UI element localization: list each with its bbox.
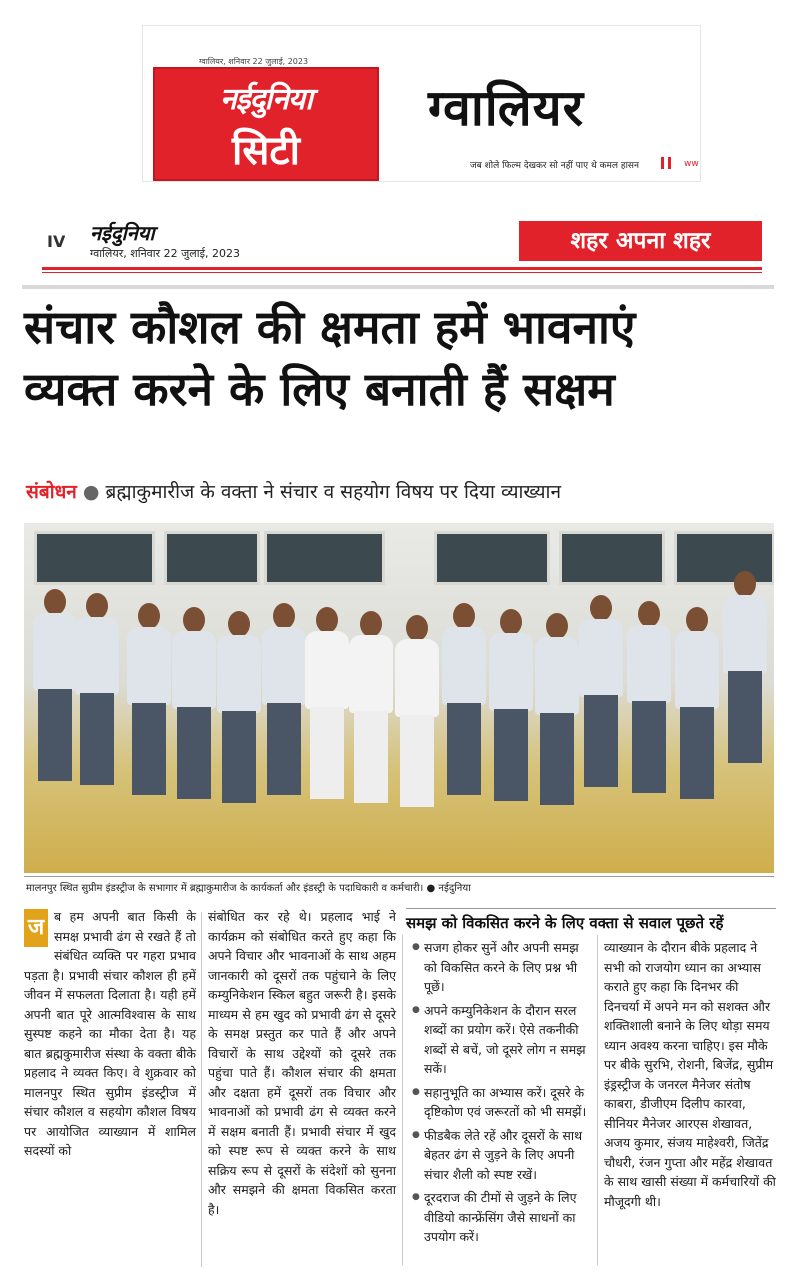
photo-person [346,611,396,781]
photo-person [624,601,674,801]
tips-list [412,938,592,1251]
page-header-brand: नईदुनिया [90,221,155,245]
photo-window [264,531,385,585]
page-number: IV [47,232,66,251]
photo-person [392,615,442,785]
photo-window [34,531,155,585]
photo-window [434,531,550,585]
photo-person [124,603,174,793]
column-rule [597,935,598,1265]
deck [26,478,776,504]
caption-rule [24,876,774,877]
logo-edition-text: सिटी [232,128,300,174]
tip-item: ● दूरदराज की टीमों से जुड़ने के लिए वीडियो कान्फ्रेंसिंग जैसे साधनों का उपयोग करें। [412,1188,592,1247]
header-rule [42,267,762,270]
photo-person [302,607,352,777]
photo-person [672,607,722,807]
group-photo [24,523,774,873]
subhead-rule [406,908,776,909]
deck-bullet: ● [82,481,100,503]
photo-caption: मालनपुर स्थित सुप्रीम इंडस्ट्रीज के सभागार में ब्रह्माकुमारीज के कार्यकर्ता और इंडस्ट्री के पदाधिकारी व कर्मचारी। ● नईदुनिया [26,883,471,894]
column-rule [201,912,202,1267]
masthead-clipping [143,26,700,181]
newspaper-logo [153,67,379,181]
headline [24,296,776,420]
header-rule-thin [42,272,762,273]
drop-cap: ज [24,909,48,947]
page-header-date: ग्वालियर, शनिवार 22 जुलाई, 2023 [90,247,240,260]
page-header [22,215,774,271]
headline-line-2: व्यक्त करने के लिए बनाती हैं सक्षम [24,362,615,416]
article-body-text: व्याख्यान के दौरान बीके प्रहलाद ने सभी को राजयोग ध्यान का अभ्यास कराते हुए कहा कि दिनभर की दिनचर्या में अपने मन को सशक्त और शक्तिशाली बनाने के लिए थोड़ा समय ध्यान अवश्य करना चाहिए। इस मौके पर बीके सुरभि, रोशनी, बिजेंद्र, सुप्रीम इंड्रस्ट्रीज के जनरल मैनेजर संतोष काबरा, डीजीएम दिलीप कारवा, सीनियर मैनेजर आरएस शेखावत, अजय कुमार, संजय माहेश्वरी, जितेंद्र चौधरी, रंजन गुप्ता और महेंद्र शेखावत के साथ खासी संख्या में कर्मचारियों की मौजूदगी थी। [604,940,776,1209]
headline-line-1: संचार कौशल की क्षमता हमें भावनाएं [24,300,636,354]
deck-label: संबोधन [26,481,77,503]
column-rule [402,935,403,1265]
tip-item: ● फीडबैक लेते रहें और दूसरों के साथ बेहतर ढंग से जुड़ने के लिए अपनी संचार शैली को स्पष्ट रखें। [412,1126,592,1185]
masthead-teaser: जब शोले फिल्म देखकर सो नहीं पाए थे कमल हासन [470,161,640,171]
section-label: शहर अपना शहर [519,221,762,261]
article-body-text: ब हम अपनी बात किसी के समक्ष प्रभावी ढंग से रखते हैं तो संबंधित व्यक्ति पर गहरा प्रभाव पड़ता है। प्रभावी संचार कौशल ही हमें जीवन में सफलता दिलाता है। यही हमें अपनी बात पूरे आत्मविश्वास के साथ सुस्पष्ट कहने का मौका देता है। यह बात ब्रह्मकुमारीज संस्था के वक्ता बीके प्रहलाद ने व्यक्त किए। वे शुक्रवार को मालनपुर स्थित सुप्रीम इंडस्ट्रीज में संचार कौशल व सहयोग कौशल विषय पर आयोजित व्याख्यान में शामिल सदस्यों को [24,909,196,1158]
article-column-4 [604,938,776,1211]
photo-window [559,531,665,585]
photo-person [72,593,122,793]
photo-window [164,531,260,585]
subheading: समझ को विकसित करने के लिए वक्ता से सवाल पूछते रहें [406,914,724,932]
article-body-text: संबोधित कर रहे थे। प्रहलाद भाई ने कार्यक्रम को संबोधित करते हुए कहा कि अपने विचार और भावनाओं के साथ अहम जानकारी को दूसरों तक पहुंचाने के लिए कम्युनिकेशन स्किल बहुत जरूरी है। इसके माध्यम से हम खुद को प्रभावी ढंग से दूसरे के समक्ष प्रस्तुत कर पाते हैं और अपने विचारों के साथ उद्देश्यों को दूसरे तक पहुंचा पाते हैं। कौशल संचार की क्षमता और दक्षता हमें दूसरों तक विचार और भावनाओं को प्रभावी ढंग से व्यक्त करने में सक्षम बनाती हैं। प्रभावी संचार में खुद को स्पष्ट रूप से व्यक्त करने के साथ सक्रिय रूप से दूसरों के संदेशों को सुनना और समझने की क्षमता विकसित करता है। [208,909,396,1217]
masthead-date: ग्वालियर, शनिवार 22 जुलाई, 2023 [199,57,309,66]
tip-item: ● सहानुभूति का अभ्यास करें। दूसरे के दृष्टिकोण एवं जरूरतों को भी समझें। [412,1083,592,1122]
article-column-2 [208,907,396,1219]
photo-person [439,603,489,793]
page-divider [22,285,774,289]
article-column-1 [24,907,196,1161]
tip-item: ● अपने कम्युनिकेशन के दौरान सरल शब्दों का प्रयोग करें। ऐसे तकनीकी शब्दों से बचें, जो दूसरे लोग न समझ सकें। [412,1001,592,1079]
masthead-url-fragment: ww [684,159,699,169]
photo-person [169,607,219,787]
photo-person [486,609,536,799]
logo-brand-text: नईदुनिया [220,82,312,117]
photo-person [214,611,264,781]
edition-city-title: ग्वालियर [428,79,585,137]
teaser-divider [661,157,671,169]
photo-person [532,613,582,803]
deck-text: ब्रह्माकुमारीज के वक्ता ने संचार व सहयोग विषय पर दिया व्याख्यान [105,481,562,503]
photo-person [576,595,626,795]
photo-person [719,571,771,791]
tip-item: ● सजग होकर सुनें और अपनी समझ को विकसित करने के लिए प्रश्न भी पूछें। [412,938,592,997]
